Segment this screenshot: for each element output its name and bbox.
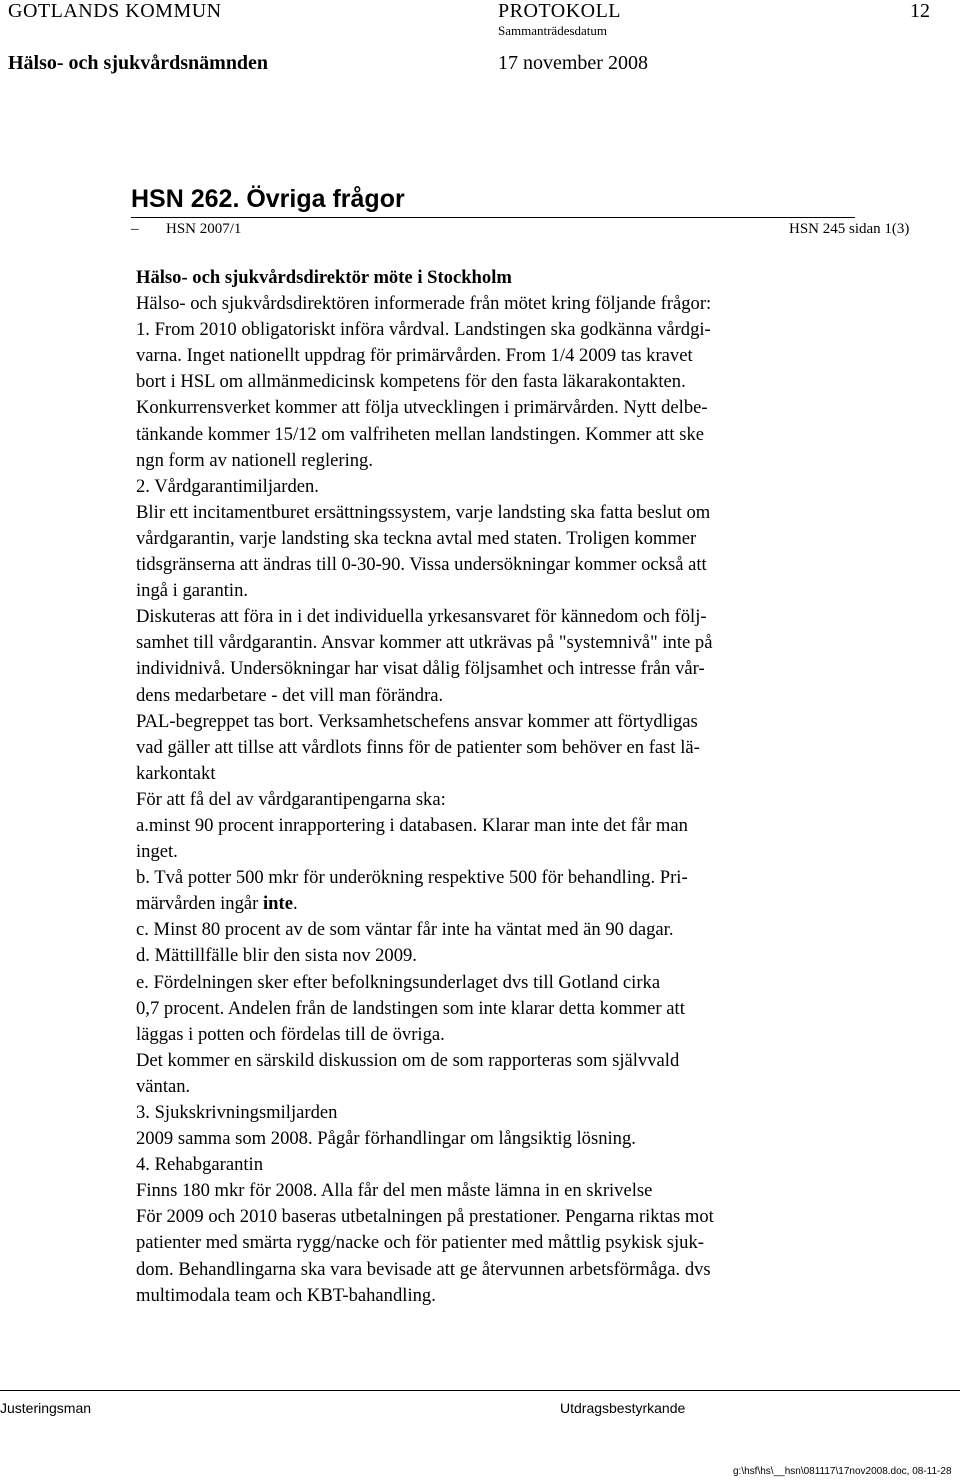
body-line: vårdgarantin, varje landsting ska teckna avtal med staten. Troligen kommer [136, 527, 697, 549]
body-line: individnivå. Undersökningar har visat dålig följsamhet och intresse från vår- [136, 658, 705, 680]
section-divider [131, 217, 855, 218]
body-line: a.minst 90 procent inrapportering i databasen. Klarar man inte det får man [136, 814, 688, 836]
body-line: väntan. [136, 1075, 191, 1097]
body-line: 0,7 procent. Andelen från de landstingen som inte klarar detta kommer att [136, 997, 685, 1019]
body-line: inget. [136, 841, 178, 863]
subheading: Hälso- och sjukvårdsdirektör möte i Stockholm [136, 267, 512, 288]
body-line: 3. Sjukskrivningsmiljarden [136, 1102, 338, 1123]
page-number: 12 [910, 0, 930, 22]
body-line: multimodala team och KBT-bahandling. [136, 1284, 436, 1306]
body-line: Diskuteras att föra in i det individuella yrkesansvaret för kännedom och följ- [136, 606, 707, 628]
body-line: karkontakt [136, 762, 216, 784]
reference-dash: – [131, 221, 139, 237]
case-reference: HSN 2007/1 [166, 221, 242, 237]
body-line: Konkurrensverket kommer att följa utvecklingen i primärvården. Nytt delbe- [136, 397, 708, 419]
body-line: dens medarbetare - det vill man förändra. [136, 684, 444, 706]
body-line: d. Mättillfälle blir den sista nov 2009. [136, 945, 417, 967]
body-line: dom. Behandlingarna ska vara bevisade att ge återvunnen arbetsförmåga. dvs [136, 1258, 711, 1280]
body-line: e. Fördelningen sker efter befolkningsunderlaget dvs till Gotland cirka [136, 971, 661, 993]
body-line: PAL-begreppet tas bort. Verksamhetschefens ansvar kommer att förtydligas [136, 710, 698, 732]
footer-divider [0, 1390, 960, 1391]
body-line: samhet till vårdgarantin. Ansvar kommer att utkrävas på "systemnivå" inte på [136, 632, 713, 654]
body-line: Hälso- och sjukvårdsdirektören informerade från mötet kring följande frågor: [136, 293, 712, 315]
body-line: 2009 samma som 2008. Pågår förhandlingar om långsiktig lösning. [136, 1128, 636, 1150]
committee-name: Hälso- och sjukvårdsnämnden [8, 52, 269, 74]
body-line: vad gäller att tillse att vårdlots finns för de patienter som behöver en fast lä- [136, 736, 700, 758]
body-line: varna. Inget nationellt uppdrag för primärvården. From 1/4 2009 tas kravet [136, 345, 693, 367]
body-line: För att få del av vårdgarantipengarna ska: [136, 788, 446, 810]
body-line: patienter med smärta rygg/nacke och för patienter med måttlig psykisk sjuk- [136, 1232, 704, 1254]
header-doc-type: PROTOKOLL [498, 0, 622, 22]
section-title: HSN 262. Övriga frågor [131, 185, 405, 213]
footer-certification-label: Utdragsbestyrkande [560, 1400, 686, 1416]
footer-adjuster-label: Justeringsman [0, 1400, 92, 1416]
body-line: tänkande kommer 15/12 om valfriheten mellan landstingen. Kommer att ske [136, 423, 704, 445]
body-line: ngn form av nationell reglering. [136, 449, 373, 471]
body-line: För 2009 och 2010 baseras utbetalningen på prestationer. Pengarna riktas mot [136, 1206, 714, 1228]
minutes-body [136, 265, 836, 1309]
body-line: tidsgränserna att ändras till 0-30-90. Vissa undersökningar kommer också att [136, 554, 707, 576]
header-org: GOTLANDS KOMMUN [8, 0, 222, 22]
body-line: 1. From 2010 obligatoriskt införa vårdval. Landstingen ska godkänna vårdgi- [136, 319, 711, 341]
body-line: 4. Rehabgarantin [136, 1154, 264, 1176]
meeting-date-label: Sammanträdesdatum [498, 23, 608, 38]
body-line: c. Minst 80 procent av de som väntar får inte ha väntat med än 90 dagar. [136, 919, 674, 941]
page-reference: HSN 245 sidan 1(3) [789, 221, 910, 237]
body-line: bort i HSL om allmänmedicinsk kompetens för den fasta läkarakontakten. [136, 371, 686, 393]
body-line: ingå i garantin. [136, 580, 249, 602]
footer-file-path: g:\hsf\hs\__hsn\081117\17nov2008.doc, 08-11-28 [733, 1466, 952, 1477]
body-line: Det kommer en särskild diskussion om de som rapporteras som självvald [136, 1049, 680, 1071]
body-line: b. Två potter 500 mkr för underökning respektive 500 för behandling. Pri- [136, 867, 688, 889]
meeting-date: 17 november 2008 [498, 52, 648, 74]
body-line: Finns 180 mkr för 2008. Alla får del men måste lämna in en skrivelse [136, 1180, 653, 1202]
body-line: Blir ett incitamentburet ersättningssystem, varje landsting ska fatta beslut om [136, 501, 711, 523]
body-line: märvården ingår inte. [136, 893, 298, 915]
body-line: 2. Vårdgarantimiljarden. [136, 475, 319, 497]
body-line: läggas i potten och fördelas till de övriga. [136, 1023, 445, 1045]
